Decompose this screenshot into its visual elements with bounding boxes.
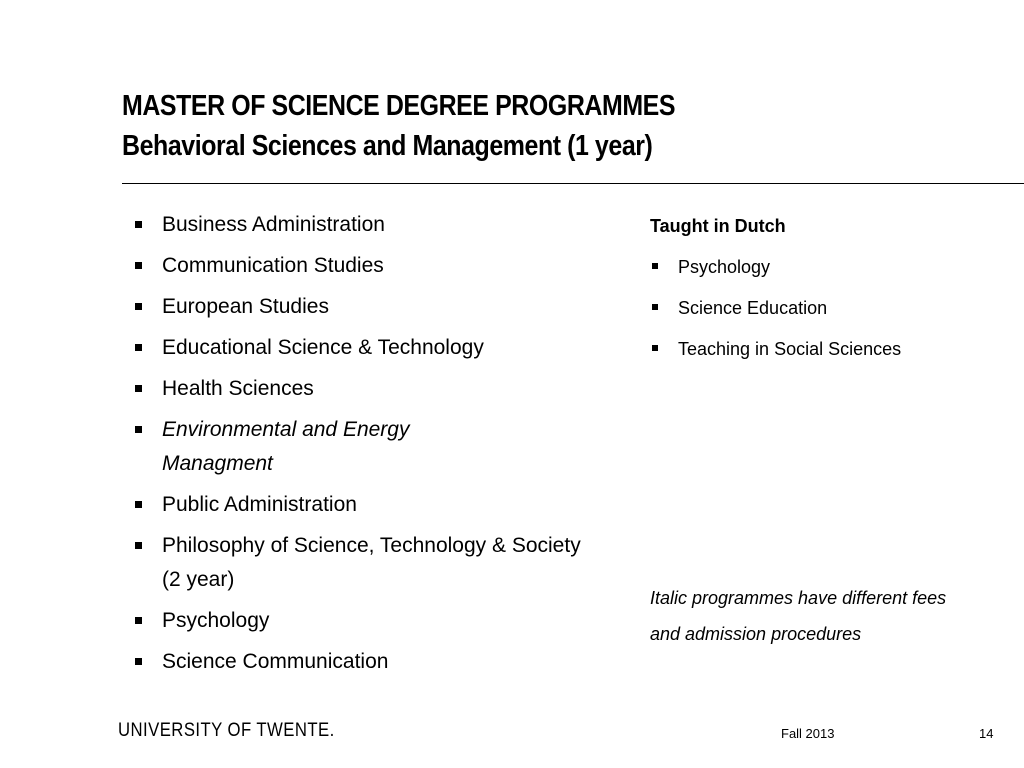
page-number: 14: [979, 726, 994, 741]
list-item: [132, 208, 592, 242]
list-item: [132, 290, 592, 324]
title-divider: [122, 183, 1024, 184]
university-logo: UNIVERSITY OF TWENTE.: [118, 720, 335, 741]
dutch-heading: Taught in Dutch: [650, 216, 786, 236]
square-bullet-icon: [652, 345, 658, 351]
slide-subtitle: Behavioral Sciences and Management (1 year): [122, 130, 653, 162]
dutch-programme-label: Teaching in Social Sciences: [678, 339, 902, 359]
dutch-programmes: [650, 212, 1010, 376]
square-bullet-icon: [135, 344, 142, 351]
programme-label: Communication Studies: [162, 254, 384, 277]
list-item: [132, 529, 602, 597]
programme-label: Business Administration: [162, 213, 385, 236]
square-bullet-icon: [135, 501, 142, 508]
italic-note: Italic programmes have different fees and admission procedures: [650, 588, 947, 644]
list-item: [650, 253, 1010, 281]
programme-label: Environmental and Energy Managment: [162, 418, 410, 475]
list-item: [132, 413, 522, 481]
list-item: [132, 249, 592, 283]
square-bullet-icon: [135, 221, 142, 228]
list-item: [132, 604, 592, 638]
square-bullet-icon: [135, 262, 142, 269]
footer-date: Fall 2013: [781, 726, 835, 741]
programme-list: [132, 208, 592, 686]
square-bullet-icon: [652, 304, 658, 310]
programme-label: Educational Science & Technology: [162, 336, 484, 359]
list-item: [650, 335, 1010, 363]
square-bullet-icon: [135, 542, 142, 549]
programme-label: European Studies: [162, 295, 329, 318]
square-bullet-icon: [135, 385, 142, 392]
dutch-programme-label: Psychology: [678, 257, 771, 277]
programme-label: Philosophy of Science, Technology & Society (2 year): [162, 534, 581, 591]
programme-label: Psychology: [162, 609, 270, 632]
list-item: [132, 331, 592, 365]
list-item: [132, 488, 592, 522]
square-bullet-icon: [652, 263, 658, 269]
dutch-programme-label: Science Education: [678, 298, 828, 318]
list-item: [132, 372, 592, 406]
slide-title: MASTER OF SCIENCE DEGREE PROGRAMMES: [122, 90, 676, 122]
dutch-list: [650, 253, 1010, 363]
square-bullet-icon: [135, 617, 142, 624]
programme-label: Health Sciences: [162, 377, 314, 400]
slide-title-block: [122, 86, 765, 166]
square-bullet-icon: [135, 303, 142, 310]
programme-label: Public Administration: [162, 493, 357, 516]
square-bullet-icon: [135, 426, 142, 433]
programme-label: Science Communication: [162, 650, 389, 673]
square-bullet-icon: [135, 658, 142, 665]
list-item: [132, 645, 592, 679]
list-item: [650, 294, 1010, 322]
